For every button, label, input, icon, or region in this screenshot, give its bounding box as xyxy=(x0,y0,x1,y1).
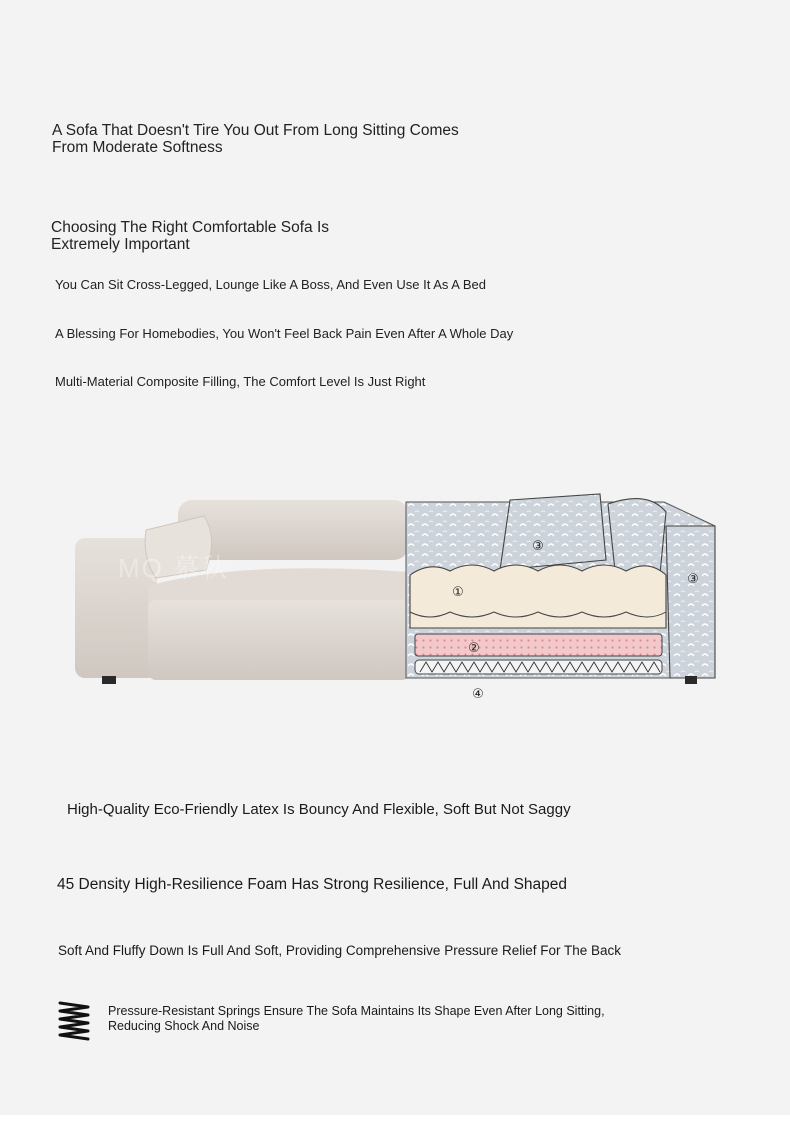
sofa-cross-section-diagram xyxy=(70,490,720,705)
selling-point: A Blessing For Homebodies, You Won't Feel Back Pain Even After A Whole Day xyxy=(55,326,514,341)
feature-latex: High-Quality Eco-Friendly Latex Is Bouncy And Flexible, Soft But Not Saggy xyxy=(67,801,571,818)
feature-springs: Pressure-Resistant Springs Ensure The Sofa Maintains Its Shape Even After Long Sitting, Reducing Shock And Noise xyxy=(108,1004,605,1033)
marker-down-arm: ③ xyxy=(687,572,699,587)
selling-point: You Can Sit Cross-Legged, Lounge Like A Boss, And Even Use It As A Bed xyxy=(55,277,486,292)
marker-springs: ④ xyxy=(472,687,484,702)
marker-latex: ① xyxy=(452,585,464,600)
selling-point: Multi-Material Composite Filling, The Comfort Level Is Just Right xyxy=(55,374,426,389)
marker-foam: ② xyxy=(468,641,480,656)
feature-down: Soft And Fluffy Down Is Full And Soft, Providing Comprehensive Pressure Relief For The Back xyxy=(58,943,622,958)
sofa-leather-part xyxy=(75,500,410,684)
subheadline: Choosing The Right Comfortable Sofa Is Extremely Important xyxy=(51,219,330,253)
spring-icon xyxy=(56,999,92,1041)
headline: A Sofa That Doesn't Tire You Out From Long Sitting Comes From Moderate Softness xyxy=(52,122,459,156)
page-bottom-band xyxy=(0,1115,790,1135)
watermark: MQ 慕秋 xyxy=(118,553,230,583)
feature-foam: 45 Density High-Resilience Foam Has Strong Resilience, Full And Shaped xyxy=(57,876,568,893)
marker-down-cushion: ③ xyxy=(532,539,544,554)
